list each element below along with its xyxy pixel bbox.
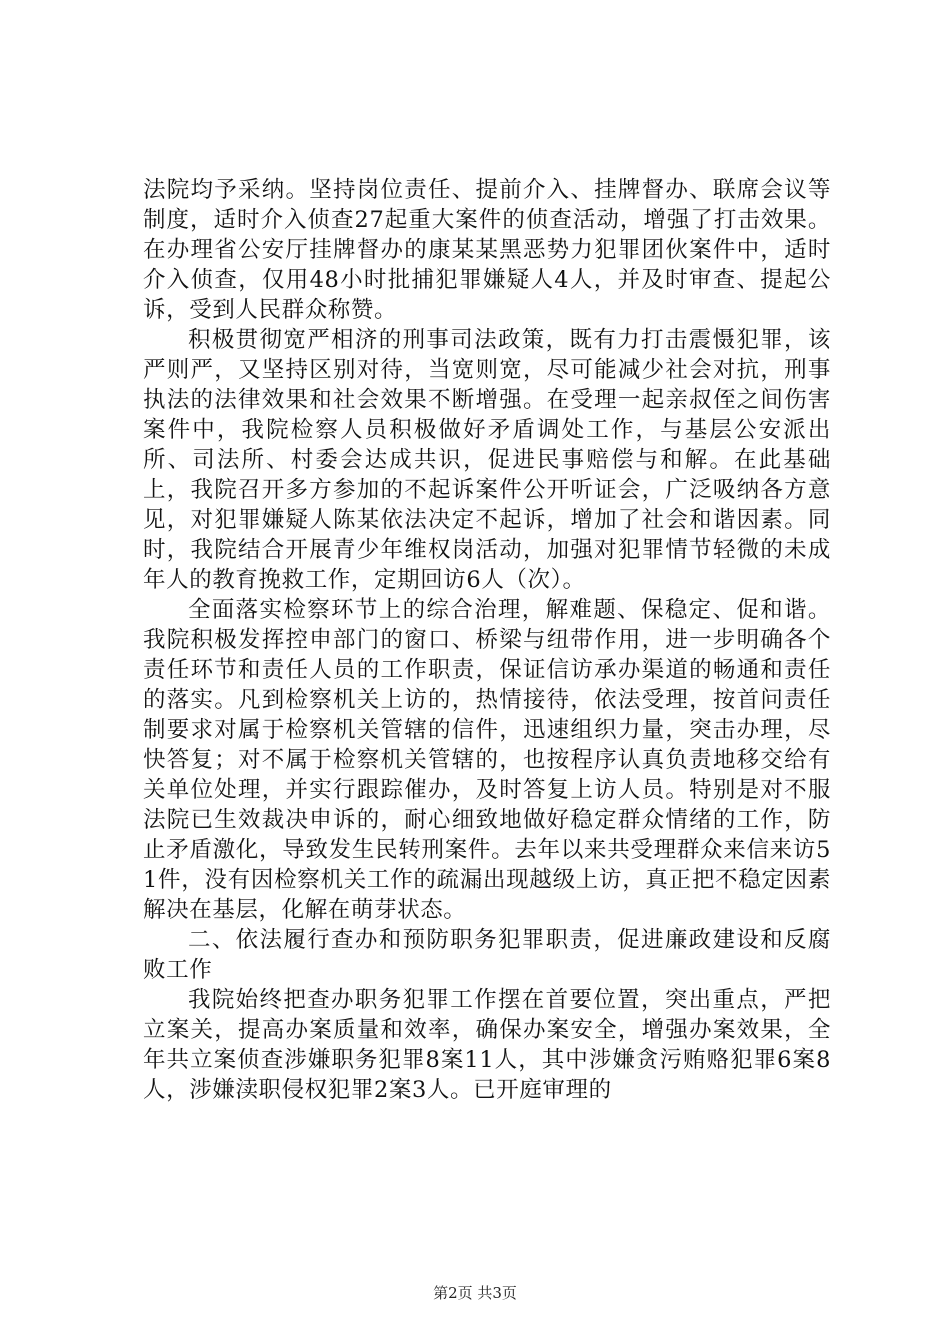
- paragraph-4: 我院始终把查办职务犯罪工作摆在首要位置，突出重点，严把立案关，提高办案质量和效率，确保办案安全，增强办案效果，全年共立案侦查涉嫌职务犯罪8案11人，其中涉嫌贪污贿赂犯罪6案8人，涉嫌渎职侵权犯罪2案3人。已开庭审理的: [143, 987, 831, 1103]
- section-heading: 二、依法履行查办和预防职务犯罪职责，促进廉政建设和反腐败工作: [143, 927, 831, 983]
- page-number-footer: 第2页 共3页: [433, 1284, 517, 1302]
- paragraph-2: 积极贯彻宽严相济的刑事司法政策，既有力打击震慑犯罪，该严则严，又坚持区别对待，当宽则宽，尽可能减少社会对抗，刑事执法的法律效果和社会效果不断增强。在受理一起亲叔侄之间伤害案件中，我院检察人员积极做好矛盾调处工作，与基层公安派出所、司法所、村委会达成共识，促进民事赔偿与和解。在此基础上，我院召开多方参加的不起诉案件公开听证会，广泛吸纳各方意见，对犯罪嫌疑人陈某依法决定不起诉，增加了社会和谐因素。同时，我院结合开展青少年维权岗活动，加强对犯罪情节轻微的未成年人的教育挽救工作，定期回访6人（次）。: [143, 327, 831, 593]
- paragraph-3: 全面落实检察环节上的综合治理，解难题、保稳定、促和谐。我院积极发挥控申部门的窗口、桥梁与纽带作用，进一步明确各个责任环节和责任人员的工作职责，保证信访承办渠道的畅通和责任的落实。凡到检察机关上访的，热情接待，依法受理，按首问责任制要求对属于检察机关管辖的信件，迅速组织力量，突击办理，尽快答复；对不属于检察机关管辖的，也按程序认真负责地移交给有关单位处理，并实行跟踪催办，及时答复上访人员。特别是对不服法院已生效裁决申诉的，耐心细致地做好稳定群众情绪的工作，防止矛盾激化，导致发生民转刑案件。去年以来共受理群众来信来访51件，没有因检察机关工作的疏漏出现越级上访，真正把不稳定因素解决在基层，化解在萌芽状态。: [143, 597, 831, 923]
- document-body: [143, 175, 831, 1105]
- paragraph-1: 法院均予采纳。坚持岗位责任、提前介入、挂牌督办、联席会议等制度，适时介入侦查27起重大案件的侦查活动，增强了打击效果。在办理省公安厅挂牌督办的康某某黑恶势力犯罪团伙案件中，适时介入侦查，仅用48小时批捕犯罪嫌疑人4人，并及时审查、提起公诉，受到人民群众称赞。: [143, 177, 831, 323]
